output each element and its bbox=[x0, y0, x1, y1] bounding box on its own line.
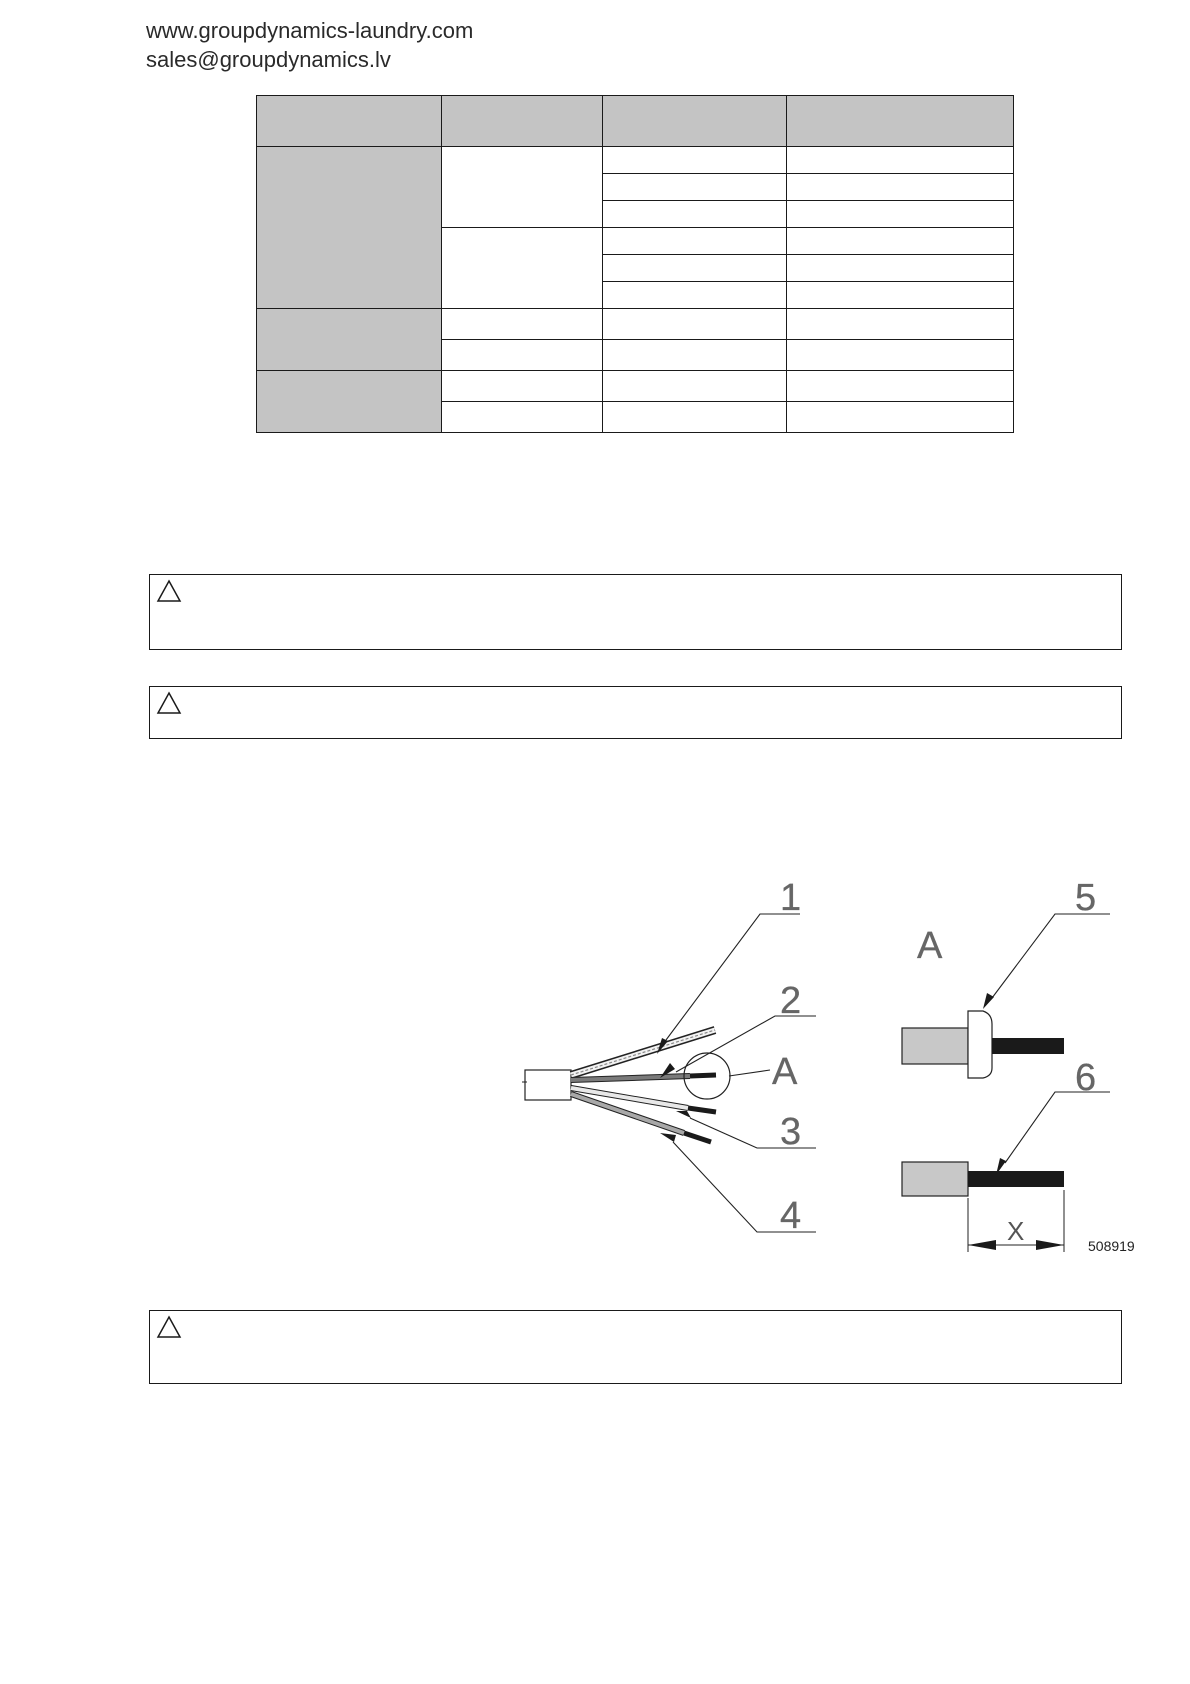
table-group-cell bbox=[257, 147, 442, 309]
table-cell bbox=[787, 201, 1014, 228]
table-cell bbox=[603, 282, 787, 309]
callout-6: 6 bbox=[1075, 1057, 1097, 1099]
table-header-cell bbox=[603, 96, 787, 147]
warning-triangle-icon bbox=[156, 691, 182, 715]
callout-5: 5 bbox=[1075, 877, 1097, 919]
warning-box bbox=[149, 1310, 1122, 1384]
table-cell bbox=[787, 255, 1014, 282]
table-cell bbox=[787, 371, 1014, 402]
table-cell bbox=[442, 309, 603, 340]
table-cell bbox=[603, 174, 787, 201]
table-cell bbox=[603, 340, 787, 371]
table-cell bbox=[787, 228, 1014, 255]
spec-table bbox=[256, 95, 1014, 433]
warning-box bbox=[149, 574, 1122, 650]
table-row bbox=[257, 371, 1014, 402]
arrowheads bbox=[657, 993, 1006, 1175]
table-cell bbox=[603, 255, 787, 282]
website-link[interactable]: www.groupdynamics-laundry.com bbox=[146, 18, 474, 43]
table-cell bbox=[787, 340, 1014, 371]
table-cell bbox=[603, 147, 787, 174]
callout-2: 2 bbox=[780, 980, 802, 1022]
table-cell bbox=[603, 228, 787, 255]
table-cell bbox=[603, 371, 787, 402]
callout-1: 1 bbox=[780, 877, 802, 919]
wire-2 bbox=[571, 1075, 716, 1080]
callout-4: 4 bbox=[780, 1195, 802, 1237]
table-group-cell bbox=[257, 371, 442, 433]
detail-marker: A bbox=[772, 1051, 798, 1093]
email-link[interactable]: sales@groupdynamics.lv bbox=[146, 47, 391, 72]
table-group-cell bbox=[257, 309, 442, 371]
detail-title: A bbox=[917, 925, 943, 967]
page-header bbox=[146, 16, 473, 74]
table-cell bbox=[442, 340, 603, 371]
table-cell bbox=[787, 174, 1014, 201]
table-cell bbox=[787, 402, 1014, 433]
table-cell bbox=[787, 282, 1014, 309]
dimension-x bbox=[968, 1190, 1064, 1252]
table-row bbox=[257, 147, 1014, 174]
table-header-cell bbox=[257, 96, 442, 147]
table-header-cell bbox=[787, 96, 1014, 147]
table-subgroup-cell bbox=[442, 147, 603, 228]
table-cell bbox=[442, 402, 603, 433]
table-subgroup-cell bbox=[442, 228, 603, 309]
dimension-label: X bbox=[1007, 1216, 1025, 1246]
table-cell bbox=[787, 147, 1014, 174]
figure-number: 508919 bbox=[1088, 1238, 1135, 1254]
table-row bbox=[257, 309, 1014, 340]
table-header-cell bbox=[442, 96, 603, 147]
table-cell bbox=[603, 201, 787, 228]
cable-sheath bbox=[522, 1070, 571, 1100]
warning-triangle-icon bbox=[156, 1315, 182, 1339]
table-cell bbox=[603, 309, 787, 340]
table-cell bbox=[603, 402, 787, 433]
table-header-row bbox=[257, 96, 1014, 147]
table-cell bbox=[787, 309, 1014, 340]
table-cell bbox=[442, 371, 603, 402]
callout-3: 3 bbox=[780, 1111, 802, 1153]
cable-stripping-diagram bbox=[510, 870, 1150, 1255]
warning-box bbox=[149, 686, 1122, 739]
earth-wire bbox=[571, 1030, 715, 1075]
warning-triangle-icon bbox=[156, 579, 182, 603]
ferrule-crimped bbox=[902, 1011, 1064, 1078]
ferrule-stripped bbox=[902, 1162, 1064, 1196]
